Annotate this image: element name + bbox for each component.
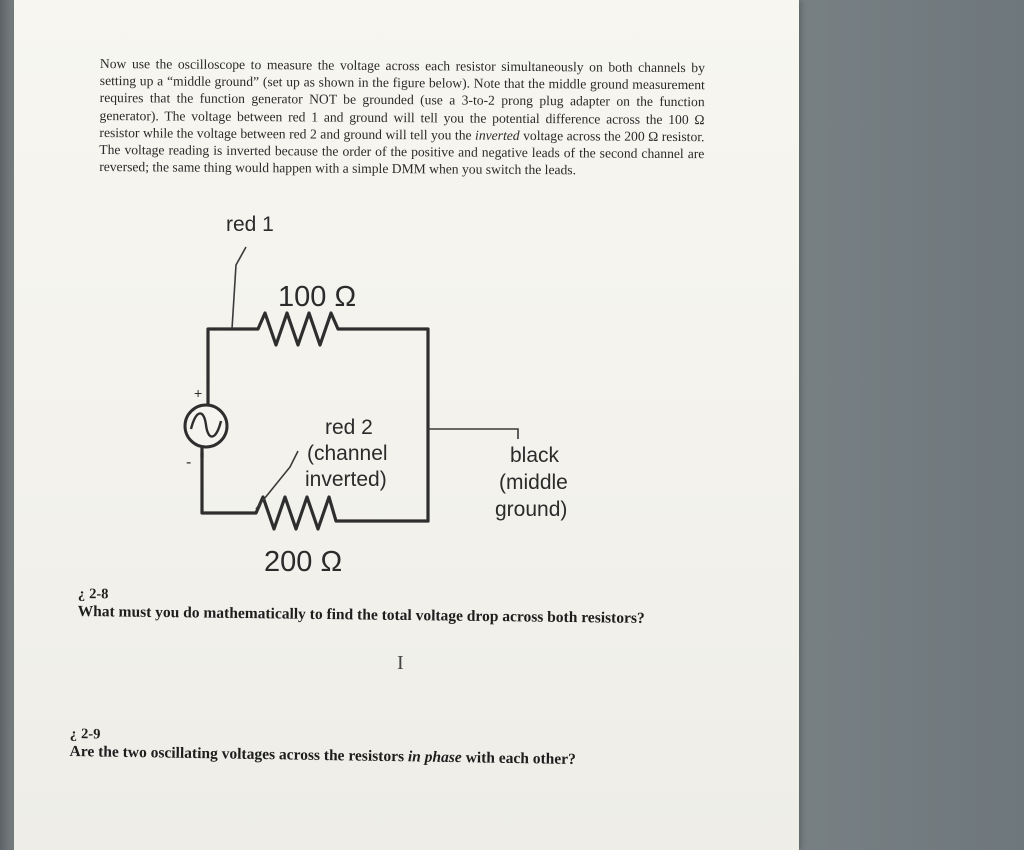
intro-text-part1: Now use the oscilloscope to measure the voltage across each resistor simultaneously on both channels by setting up a “middle ground” (set up as shown in the figure below). Note that the middle ground measurement requires that the function generator NOT be grounded (use a 3-to-2 prong plug adapter on the function generator). The voltage between red 1 and ground will tell you the potential difference across the 100 Ω resistor while the voltage between red 2 and ground will tell you the [99, 55, 705, 143]
black-probe-lead [428, 429, 518, 439]
question-text: What must you do mathematically to find the total voltage drop across both resistors? [77, 602, 645, 627]
circuit-diagram [160, 205, 600, 580]
intro-emphasis: inverted [475, 127, 520, 143]
r1-label: 100 Ω [278, 281, 357, 313]
question-text-part1: Are the two oscillating voltages across the resistors [69, 742, 409, 766]
text-cursor-icon: I [397, 652, 404, 674]
question-marker-icon: ¿ [69, 726, 78, 743]
intro-text [99, 55, 705, 180]
ac-source-icon [185, 405, 227, 447]
red2-probe-lead [256, 451, 298, 509]
minus-sign: - [186, 454, 192, 471]
question-text-part2: with each other? [461, 749, 576, 768]
plus-sign: + [194, 385, 203, 401]
red1-probe-lead [232, 247, 246, 329]
question-number-text: 2-8 [89, 586, 109, 603]
red1-label: red 1 [226, 213, 274, 236]
question-text-emphasis: in phase [407, 748, 462, 767]
r2-label: 200 Ω [264, 546, 343, 578]
question-number-text: 2-9 [80, 726, 101, 743]
red2-label-line3: inverted) [305, 468, 387, 491]
red2-label-line1: red 2 [325, 416, 373, 439]
red2-label-line2: (channel [307, 442, 388, 465]
black-label-line3: ground) [495, 498, 568, 521]
black-label-line2: (middle [499, 471, 568, 494]
intro-paragraph [99, 55, 705, 180]
question-marker-icon: ¿ [77, 586, 86, 603]
intro-text-part2: voltage across the 200 Ω resistor. The voltage reading is inverted because the order of the positive and negative leads of the second channel are reversed; the same thing would happen with a simple DMM when you switch the leads. [99, 127, 705, 178]
black-label-line1: black [510, 444, 560, 467]
